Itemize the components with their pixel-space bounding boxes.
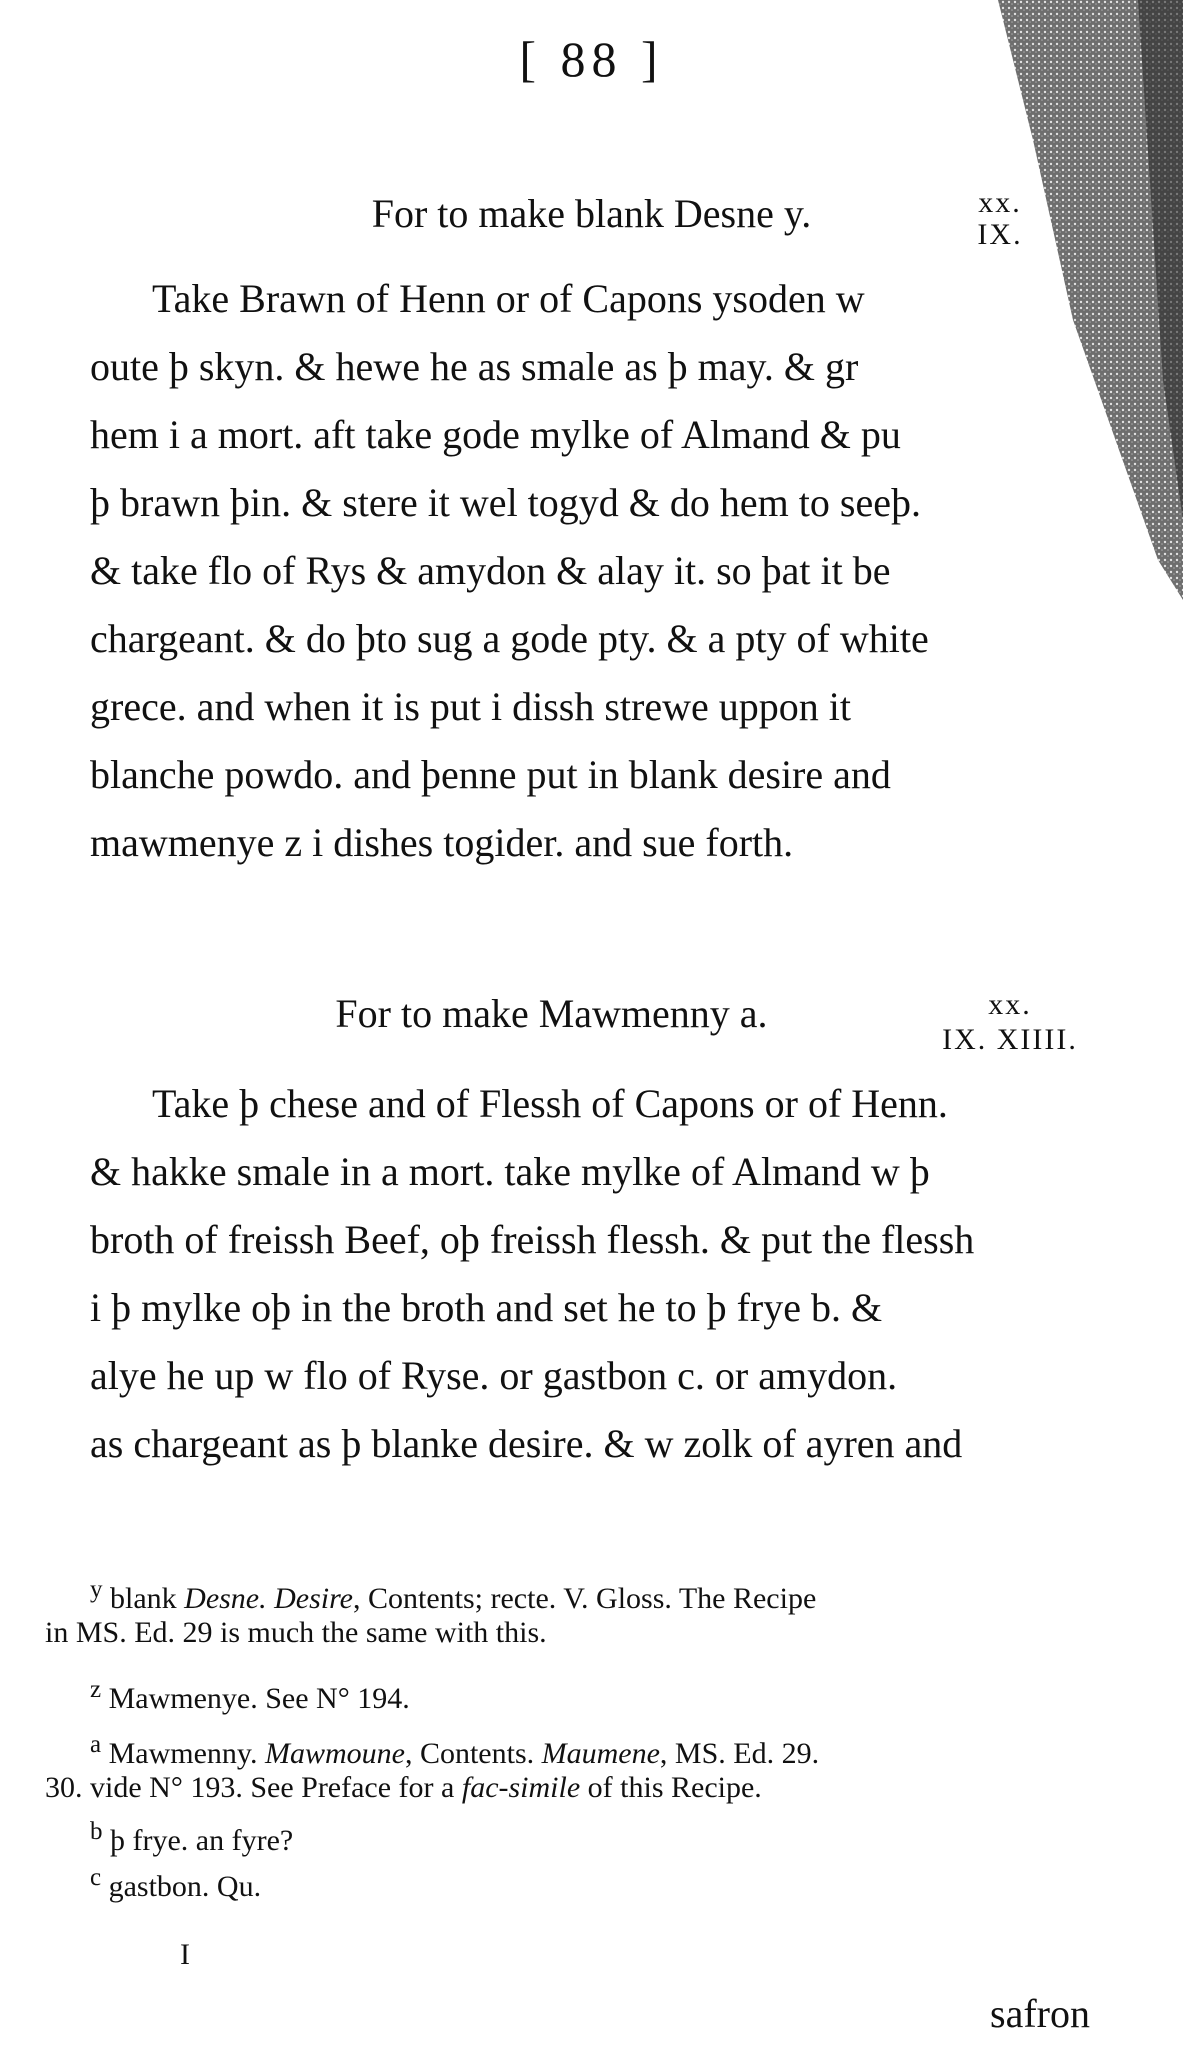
footnote-mark: a [90, 1731, 102, 1758]
recipe-number-1-bottom: IX. [977, 218, 1023, 251]
footnote-text: , Contents; recte. V. Gloss. The Recipe [353, 1582, 817, 1615]
text-line: blanche powdo. and þenne put in blank desire and [90, 752, 891, 797]
footnote-b [90, 1812, 293, 1861]
recipe-1-text [90, 265, 1140, 877]
footnote-text: Mawmenye. See N° 194. [108, 1682, 410, 1715]
recipe-title-blank-desire: For to make blank Desne y. [371, 191, 812, 236]
footnote-text: gastbon. Qu. [108, 1870, 262, 1903]
footnote-mark: z [90, 1676, 102, 1703]
footnote-text: of this Recipe. [580, 1771, 762, 1804]
footnote-text: þ frye. an fyre? [110, 1824, 294, 1857]
text-line: alye he up w flo of Ryse. or gastbon c. or amydon. [90, 1353, 898, 1398]
text-line: broth of freissh Beef, oþ freissh flessh. & put the flessh [90, 1217, 975, 1262]
recipe-number-2-top: xx. [988, 988, 1032, 1021]
footnote-z [90, 1670, 410, 1719]
text-line: as chargeant as þ blanke desire. & w zolk of ayren and [90, 1421, 963, 1466]
footnote-mark: c [90, 1864, 102, 1891]
page-number: [ 88 ] [519, 31, 664, 87]
text-line: oute þ skyn. & hewe he as smale as þ may. & gr [90, 344, 859, 389]
footnote-mark: b [90, 1818, 103, 1845]
footnote-y [90, 1570, 816, 1619]
text-line: chargeant. & do þto sug a gode pty. & a pty of white [90, 616, 929, 661]
text-line: & hakke smale in a mort. take mylke of Almand w þ [90, 1149, 930, 1194]
footnote-text: , Contents. [404, 1737, 542, 1770]
recipe-number-2-bottom: IX. XIIII. [942, 1023, 1078, 1056]
recipe-title-mawmenny: For to make Mawmenny a. [335, 991, 768, 1036]
footnote-mark: y [90, 1576, 103, 1603]
text-line: Take þ chese and of Flessh of Capons or of Henn. [152, 1081, 948, 1126]
text-line: þ brawn þin. & stere it wel togyd & do hem to seeþ. [90, 480, 921, 525]
footnote-text: Mawmenny. [108, 1737, 265, 1770]
text-line: hem i a mort. aft take gode mylke of Almand & pu [90, 412, 901, 457]
footnote-text: blank [110, 1582, 185, 1615]
footnote-italic: fac-simile [461, 1771, 581, 1804]
footnote-y-continued: in MS. Ed. 29 is much the same with this. [45, 1616, 547, 1649]
text-line: & take flo of Rys & amydon & alay it. so þat it be [90, 548, 891, 593]
text-line: mawmenye z i dishes togider. and sue forth. [90, 820, 794, 865]
footnote-c [90, 1858, 261, 1907]
recipe-number-1-top: xx. [978, 186, 1022, 219]
recipe-2-text [90, 1070, 1140, 1478]
text-line: grece. and when it is put i dissh strewe uppon it [90, 684, 851, 729]
footnote-italic: Maumene [541, 1737, 660, 1770]
signature-mark: I [180, 1938, 190, 1971]
footnote-a-continued [45, 1768, 762, 1808]
footnote-text: , MS. Ed. 29. [659, 1737, 820, 1770]
footnote-a [90, 1725, 819, 1774]
text-line: Take Brawn of Henn or of Capons ysoden w [152, 276, 865, 321]
text-line: i þ mylke oþ in the broth and set he to þ frye b. & [90, 1285, 883, 1330]
footnote-italic: Mawmoune [264, 1737, 405, 1770]
footnote-italic: Desne. Desire [184, 1582, 353, 1615]
catchword: safron [990, 1991, 1090, 2036]
footnote-text: 30. vide N° 193. See Preface for a [45, 1771, 462, 1804]
